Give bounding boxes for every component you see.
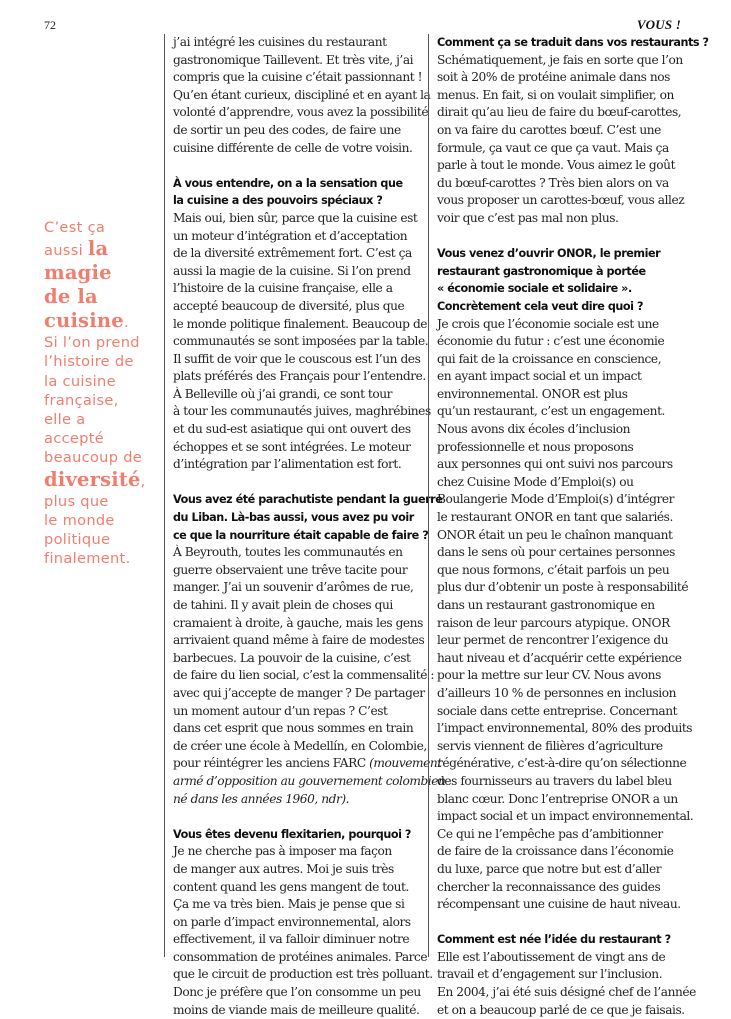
answer-line: qu’un restaurant, c’est un engagement.: [437, 404, 665, 419]
answer-line: de la diversité extrêmement fort. C’est ça: [173, 246, 412, 261]
pull-quote-line: la cuisine: [44, 372, 116, 390]
answer-line: plus dur d’obtenir un poste à responsabilité: [437, 580, 689, 595]
answer-line: À Belleville où j’ai grandi, ce sont tour: [173, 386, 393, 401]
answer-line: on va faire du carottes bœuf. C’est une: [437, 122, 661, 137]
answer-line: chez Cuisine Mode d’Emploi(s) ou: [437, 474, 634, 489]
answer-line: l’impact environnemental, 80% des produits: [437, 721, 693, 736]
answer-line: leur permet de rencontrer l’exigence du: [437, 633, 669, 648]
pull-quote-line: politique: [44, 531, 111, 549]
answer-line: de tahini. Il y avait plein de choses qui: [173, 598, 393, 612]
answer-line: dirait qu’au lieu de faire du bœuf-carottes,: [437, 105, 682, 120]
pull-quote-text: C’est ça: [44, 219, 106, 236]
section-label: VOUS !: [636, 17, 681, 32]
answer-line: récompensant une cuisine de haut niveau.: [437, 897, 681, 912]
question-line: À vous entendre, on a la sensation que: [173, 176, 403, 190]
answer-line: gastronomique Taillevent. Et très vite, j’ai: [173, 52, 414, 67]
pull-quote-line: plus que: [44, 492, 109, 510]
pull-quote-text: aussi: [44, 242, 88, 260]
answer-text: pour réintégrer les anciens FARC: [173, 756, 370, 771]
answer-line: dans un restaurant gastronomique en: [437, 598, 655, 612]
answer-line: en ayant impact social et un impact: [437, 369, 642, 384]
answer-block: [173, 34, 435, 157]
answer-line: Ça me va très bien. Mais je pense que si: [173, 897, 405, 912]
answer-line: sociale dans cette entreprise. Concernant: [437, 703, 678, 718]
answer-line: Elle est l’aboutissement de vingt ans de: [437, 949, 666, 964]
pull-quote-line: Si l’on prend: [44, 334, 140, 352]
qa-block: [437, 245, 721, 914]
answer-line: d’ailleurs 10 % de personnes en inclusion: [437, 685, 676, 700]
answer-line: un moment autour d’un repas ? C’est: [173, 703, 388, 718]
pull-quote-emphasis: cuisine: [44, 309, 124, 333]
answer-line: économie du futur : c’est une économie: [437, 334, 665, 349]
answer-line: guerre observaient une trêve tacite pour: [173, 562, 408, 577]
answer-line: qui fait de la croissance en conscience,: [437, 351, 662, 366]
answer-line: content quand les gens mangent de tout.: [173, 879, 409, 894]
qa-block: [173, 826, 435, 1019]
answer-line: que nous formons, c’était parfois un peu: [437, 562, 670, 577]
answer-line: d’intégration par l’alimentation est fort.: [173, 457, 402, 472]
question-line: du Liban. Là-bas aussi, vous avez pu voir: [173, 511, 414, 525]
question-line: Concrètement cela veut dire quoi ?: [437, 299, 643, 313]
answer-line: dans le sens où pour certaines personnes: [437, 545, 675, 560]
pull-quote-line: de la: [44, 285, 98, 309]
answer-line: de faire de la croissance dans l’économie: [437, 844, 674, 859]
answer-line: le restaurant ONOR en tant que salariés.: [437, 510, 673, 525]
answer-line: Je crois que l’économie sociale est une: [437, 316, 659, 331]
answer-line: consommation de protéines animales. Parce: [173, 949, 428, 964]
pull-quote-line: beaucoup de: [44, 449, 143, 467]
answer-line: voir que c’est pas mal non plus.: [437, 210, 619, 225]
pull-quote-line: [44, 468, 162, 492]
answer-line: effectivement, il va falloir diminuer notre: [173, 932, 410, 947]
answer-line: Il suffit de voir que le couscous est l’un des: [173, 351, 421, 366]
question-line: « économie sociale et solidaire ».: [437, 282, 632, 296]
answer-line: formule, ça vaut ce que ça vaut. Mais ça: [437, 140, 669, 155]
answer-line: que le circuit de production est très polluant.: [173, 967, 433, 982]
answer-line: et du sud-est asiatique qui ont ouvert des: [173, 422, 411, 437]
answer-line: manger. J’ai un souvenir d’arômes de rue,: [173, 580, 414, 595]
pull-quote-line: le monde: [44, 511, 115, 529]
answer-line: À Beyrouth, toutes les communautés en: [173, 545, 403, 560]
editor-note: (mouvement: [369, 756, 442, 771]
answer-line: des fournisseurs au travers du label bleu: [437, 773, 672, 788]
question-line: la cuisine a des pouvoirs spéciaux ?: [173, 194, 383, 208]
answer-line: on parle d’impact environnemental, alors: [173, 914, 411, 929]
answer-line: le monde politique finalement. Beaucoup de: [173, 316, 428, 331]
pull-quote-line: accepté: [44, 430, 105, 448]
pull-quote-line: l’histoire de: [44, 353, 134, 371]
answer-line: Schématiquement, je fais en sorte que l’on: [437, 52, 683, 67]
answer-line: de sortir un peu des codes, de faire une: [173, 122, 401, 137]
answer-line: ONOR était un peu le chaînon manquant: [437, 527, 673, 542]
answer-line: dans cet esprit que nous sommes en train: [173, 721, 414, 736]
answer-line: Donc je préfère que l’on consomme un peu: [173, 985, 421, 1000]
answer-line: de manger aux autres. Moi je suis très: [173, 861, 394, 876]
answer-line: communautés se sont imposées par la table.: [173, 334, 429, 349]
pull-quote-line: elle a: [44, 411, 86, 429]
answer-line: l’histoire de la cuisine française, elle a: [173, 281, 393, 296]
question-line: ce que la nourriture était capable de faire ?: [173, 528, 429, 542]
pull-quote-line: française,: [44, 391, 119, 409]
answer-line: Ce qui ne l’empêche pas d’ambitionner: [437, 826, 663, 841]
qa-block: [173, 175, 435, 474]
answer-line: blanc cœur. Donc l’entreprise ONOR a un: [437, 791, 678, 806]
answer-line: régénérative, c’est-à-dire qu’on sélectionne: [437, 756, 687, 771]
answer-line: j’ai intégré les cuisines du restaurant: [173, 35, 387, 49]
answer-line: En 2004, j’ai été suis désigné chef de l’année: [437, 985, 696, 1000]
answer-line: volonté d’apprendre, vous avez la possibilité: [173, 105, 429, 120]
answer-line: de faire du lien social, c’est la commensalité :: [173, 668, 435, 683]
question-line: Comment ça se traduit dans vos restaurants ?: [437, 36, 709, 49]
answer-line: Boulangerie Mode d’Emploi(s) d’intégrer: [437, 492, 675, 507]
question-line: Vous venez d’ouvrir ONOR, le premier: [437, 247, 661, 261]
pull-quote-line: magie: [44, 261, 112, 285]
answer-line: menus. En fait, si on voulait simplifier, on: [437, 87, 674, 102]
answer-line: compris que la cuisine c’était passionnant !: [173, 70, 423, 85]
answer-line: et on a beaucoup parlé de ce que je faisais.: [437, 1002, 685, 1017]
answer-line: du bœuf-carottes ? Très bien alors on va: [437, 175, 669, 190]
answer-line: professionnelle et nous proposons: [437, 439, 634, 454]
page-number: 72: [44, 18, 56, 32]
article-column-1: [164, 34, 446, 1017]
question-line: Comment est née l’idée du restaurant ?: [437, 933, 671, 947]
answer-line: vous proposer un carottes-bœuf, vous allez: [437, 193, 685, 208]
pull-quote-emphasis: la: [87, 237, 109, 261]
answer-line: plats préférés des Français pour l’entendre.: [173, 369, 426, 384]
pull-quote-emphasis: diversité: [44, 467, 141, 491]
question-line: Vous avez été parachutiste pendant la guerre: [173, 493, 443, 507]
answer-line: soit à 20% de protéine animale dans nos: [437, 70, 670, 85]
answer-line: Nous avons dix écoles d’inclusion: [437, 422, 630, 437]
answer-line: un moteur d’intégration et d’acceptation: [173, 228, 408, 243]
qa-block: [437, 931, 721, 1019]
answer-line: cuisine différente de celle de votre voisin.: [173, 140, 413, 155]
answer-line: avec qui j’accepte de manger ? De partager: [173, 685, 425, 700]
answer-line: à tour les communautés juives, maghrébines: [173, 404, 431, 419]
answer-line: accepté beaucoup de diversité, plus que: [173, 298, 405, 313]
answer-line: Qu’en étant curieux, discipliné et en ayant la: [173, 87, 431, 102]
pull-quote-line: [44, 218, 162, 237]
answer-line: [173, 755, 442, 773]
answer-line: moins de viande mais de meilleure qualité.: [173, 1002, 420, 1017]
editor-note-line: né dans les années 1960, ndr).: [173, 791, 350, 806]
answer-line: impact social et un impact environnemental.: [437, 809, 694, 824]
answer-line: échoppes et se sont intégrées. Le moteur: [173, 439, 411, 454]
answer-line: arrivaient quand même à faire de modestes: [173, 633, 425, 648]
qa-block: [173, 491, 446, 808]
answer-line: chercher la reconnaissance des guides: [437, 879, 661, 894]
answer-line: aussi la magie de la cuisine. Si l’on prend: [173, 263, 411, 278]
answer-line: cramaient à droite, à gauche, mais les gens: [173, 615, 423, 630]
answer-line: de créer une école à Medellín, en Colombie,: [173, 738, 427, 753]
answer-line: Mais oui, bien sûr, parce que la cuisine est: [173, 210, 418, 225]
pull-quote-text: ,: [140, 472, 146, 490]
answer-line: barbecues. La pouvoir de la cuisine, c’est: [173, 650, 411, 665]
question-line: restaurant gastronomique à portée: [437, 264, 646, 278]
answer-line: environnemental. ONOR est plus: [437, 386, 628, 401]
answer-line: travail et d’engagement sur l’inclusion.: [437, 967, 663, 982]
answer-line: Je ne cherche pas à imposer ma façon: [173, 844, 392, 859]
question-line: Vous êtes devenu flexitarien, pourquoi ?: [173, 827, 411, 841]
article-column-2: [428, 34, 721, 1017]
pull-quote-text: .: [123, 314, 129, 332]
answer-line: du luxe, parce que notre but est d’aller: [437, 861, 662, 876]
qa-block: [437, 34, 721, 228]
answer-line: raison de leur parcours atypique. ONOR: [437, 615, 670, 630]
answer-line: pour la mettre sur leur CV. Nous avons: [437, 668, 661, 683]
pull-quote: [44, 218, 162, 568]
answer-line: servis viennent de filières d’agriculture: [437, 738, 663, 753]
pull-quote-line: finalement.: [44, 550, 131, 568]
editor-note-line: armé d’opposition au gouvernement colombien: [173, 773, 446, 788]
pull-quote-line: [44, 309, 162, 333]
pull-quote-line: [44, 237, 162, 261]
answer-line: parle à tout le monde. Vous aimez le goût: [437, 158, 676, 173]
answer-line: haut niveau et d’acquérir cette expérience: [437, 650, 682, 665]
answer-line: aux personnes qui ont suivi nos parcours: [437, 457, 673, 472]
